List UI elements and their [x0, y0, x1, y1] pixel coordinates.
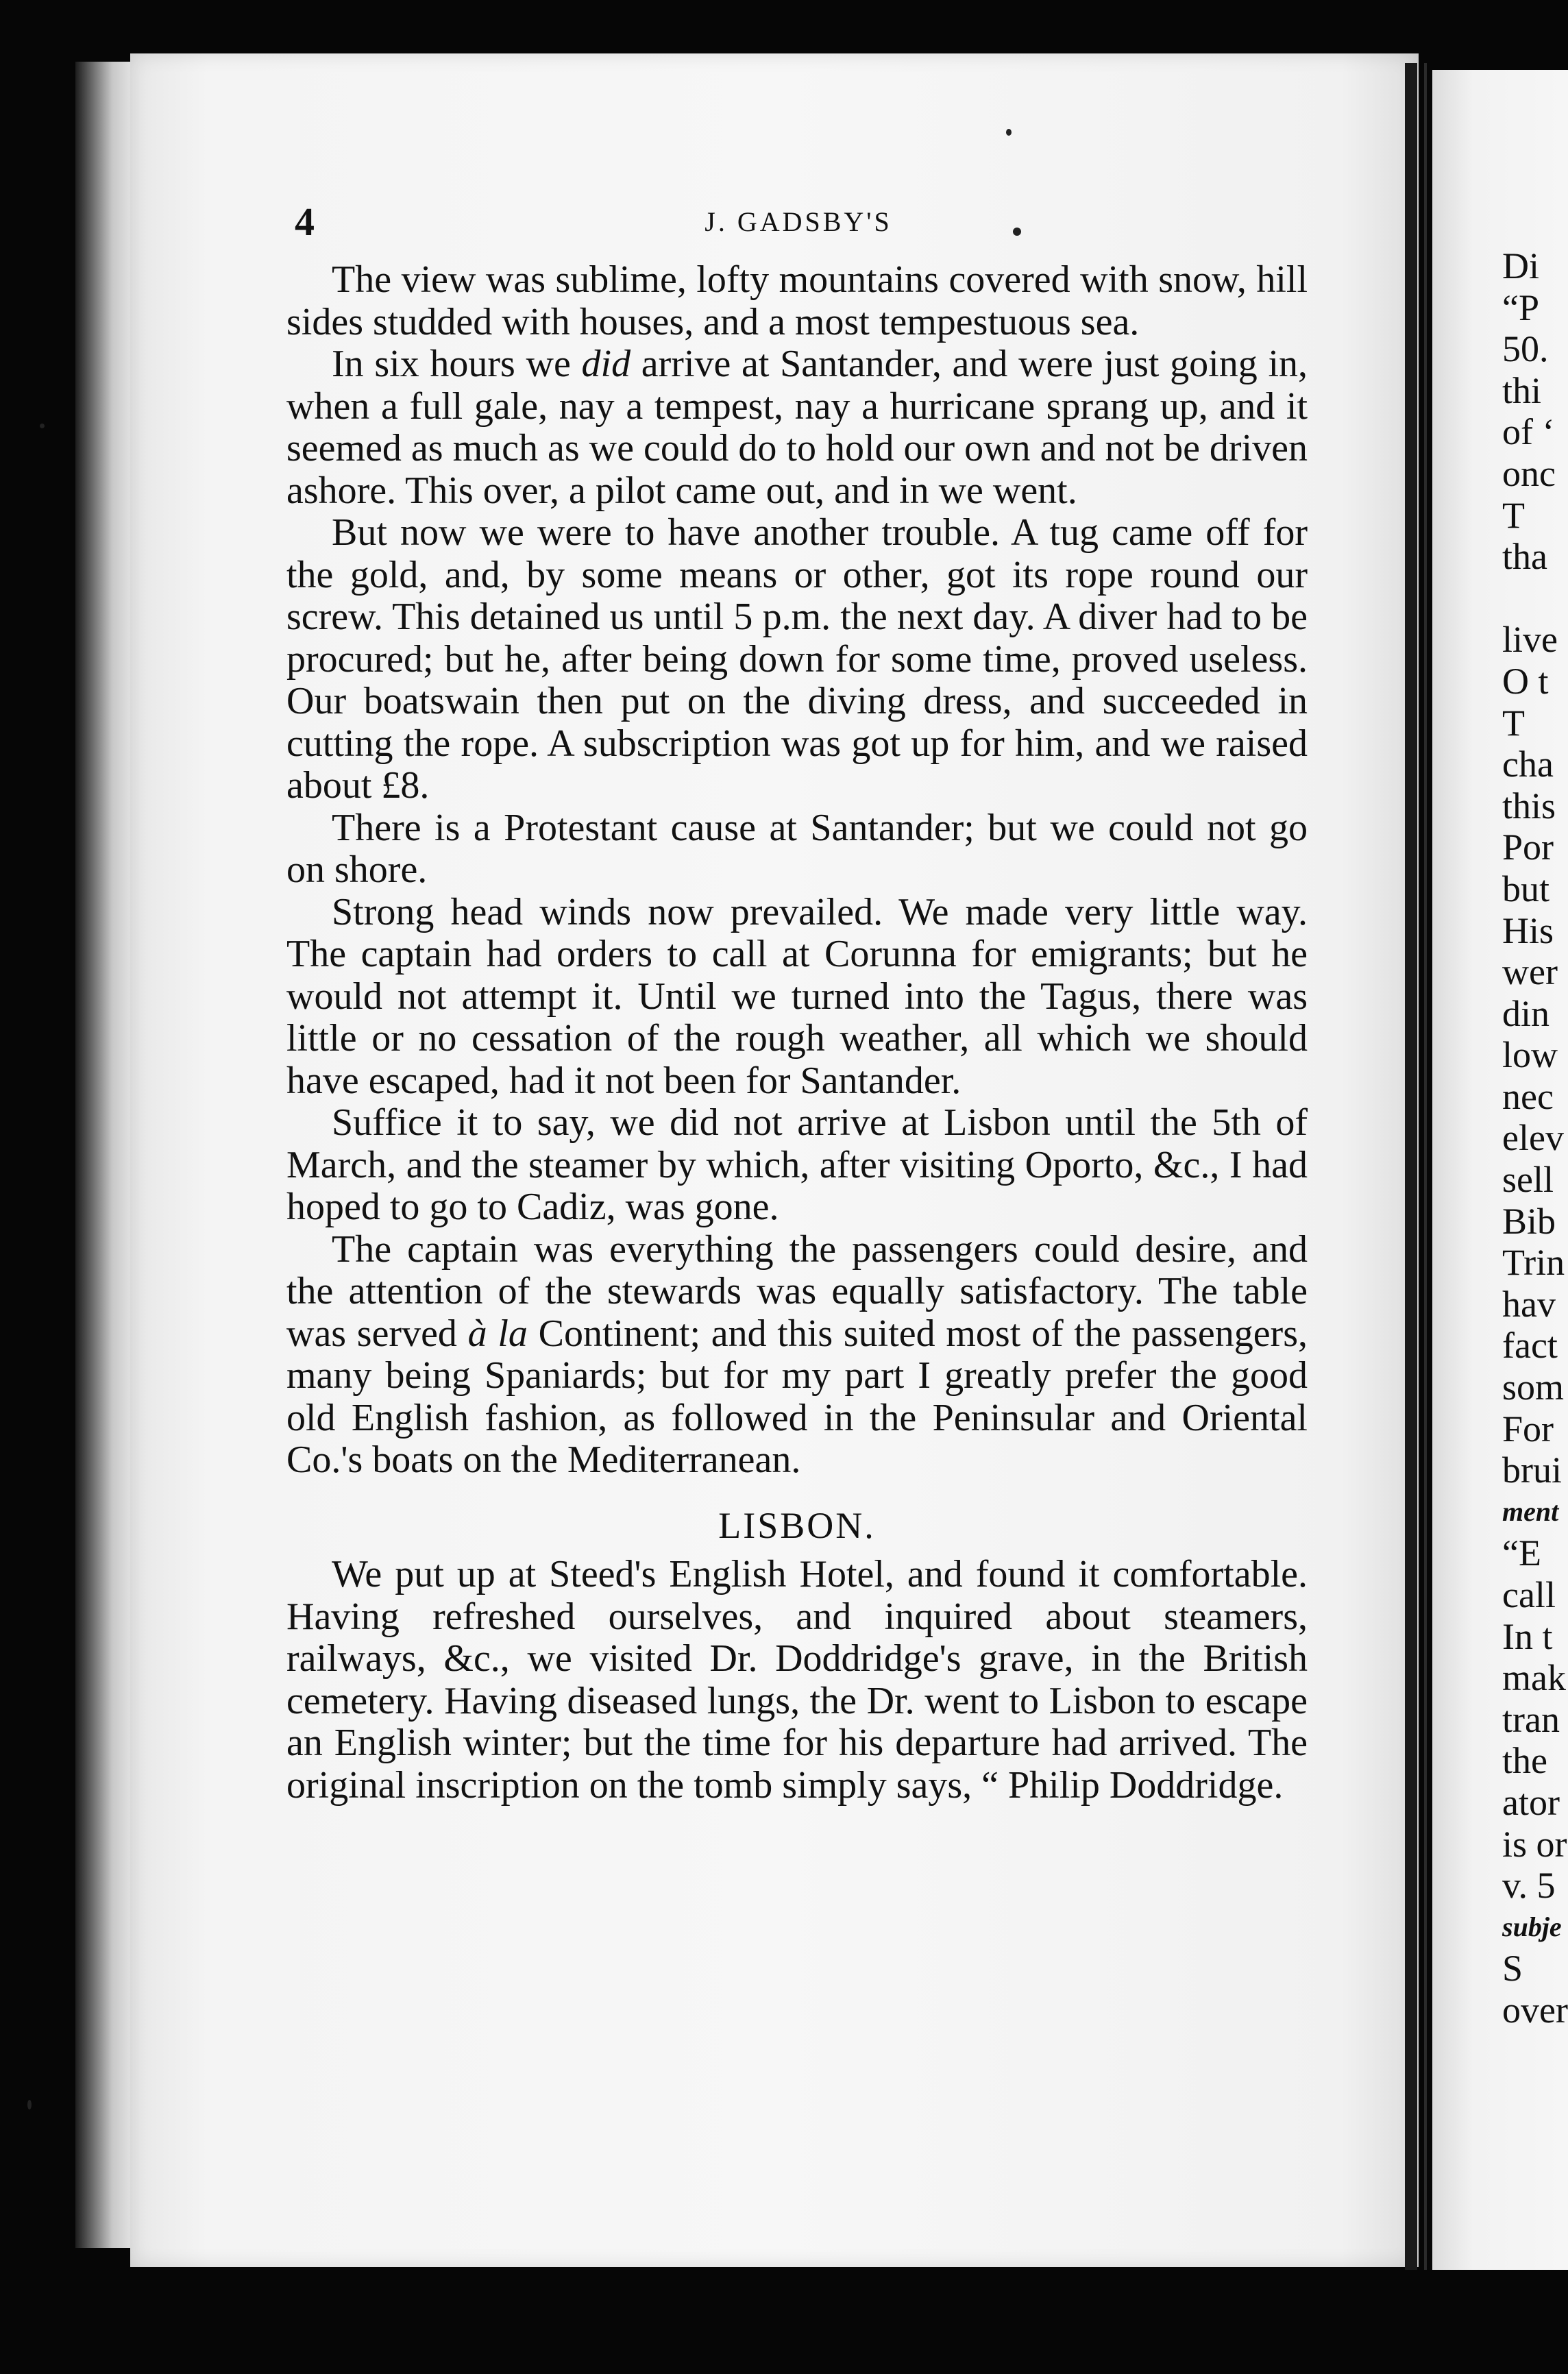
gutter-line: [1424, 63, 1427, 2270]
scan-speck: [1006, 129, 1012, 136]
right-page-line-fragment: som: [1502, 1367, 1565, 1408]
paragraph-view: The view was sublime, lofty mountains covered with snow, hill sides studded with houses, and a most tempestuous sea.: [286, 258, 1308, 343]
running-head: J. GADSBY'S: [705, 206, 892, 237]
right-page-line-fragment: tran: [1502, 1698, 1560, 1740]
right-page-line-fragment: His: [1502, 909, 1554, 951]
paragraph-arrival-lisbon: Suffice it to say, we did not arrive at Lisbon until the 5th of March, and the steamer by which, after visiting Oporto, &c., I had hoped to go to Cadiz, was gone.: [286, 1101, 1308, 1228]
right-page-line-fragment: S: [1502, 1948, 1523, 1990]
right-page-line-fragment: hav: [1502, 1283, 1556, 1325]
right-page-line-fragment: ator: [1502, 1781, 1560, 1823]
right-page-line-fragment: live: [1502, 619, 1558, 661]
right-page-line-fragment: T: [1502, 702, 1525, 744]
paragraph-lisbon-hotel: We put up at Steed's English Hotel, and found it comfortable. Having refreshed ourselves, and inquired about steamers, railways, &c., we visited Dr. Doddridge's grave, in the British cemetery. Having diseased lungs, the Dr. went to Lisbon to escape an English winter; but the time for his departure had arrived. The original inscription on the tomb simply says, “ Philip Doddridge.: [286, 1553, 1308, 1807]
right-page-line-fragment: nec: [1502, 1075, 1554, 1117]
right-page-line-fragment: Trin: [1502, 1242, 1565, 1284]
right-page-line-fragment: onc: [1502, 452, 1556, 494]
paragraph-captain: [286, 1229, 1308, 1482]
right-page-line-fragment: sell: [1502, 1159, 1554, 1201]
paragraph-head-winds: Strong head winds now prevailed. We made very little way. The captain had orders to call at Corunna for emigrants; but he would not attempt it. Until we turned into the Tagus, there was little or no cessation of the rough weather, all which we should have escaped, had it not been for Santander.: [286, 890, 1308, 1102]
right-page-line-fragment: elev: [1502, 1117, 1564, 1159]
right-page-line-fragment: cha: [1502, 744, 1554, 785]
text-run: In six hours we: [332, 343, 582, 385]
page-body: [286, 259, 1308, 1807]
paragraph-protestant-cause: There is a Protestant cause at Santander; but we could not go on shore.: [286, 806, 1308, 891]
italic-emphasis: did: [581, 343, 631, 385]
right-page-line-fragment: Di: [1502, 245, 1539, 286]
right-page-line-fragment: is or: [1502, 1823, 1567, 1865]
page-header: [295, 199, 1302, 247]
paragraph-tug-trouble: But now we were to have another trouble. A tug came off for the gold, and, by some means or other, got its rope round our screw. This detained us until 5 p.m. the next day. A diver had to be procured; but he, after being down for some time, proved useless. Our boatswain then put on the diving dress, and succeeded in cutting the rope. A subscription was got up for him, and we raised about £8.: [286, 511, 1308, 807]
book-gutter: [1405, 63, 1417, 2270]
right-page-line-fragment: For: [1502, 1408, 1554, 1449]
right-page-line-fragment: O t: [1502, 660, 1549, 702]
right-page-line-fragment: In t: [1502, 1615, 1553, 1657]
right-page-line-fragment: but: [1502, 868, 1550, 909]
right-page-text-fragments: [1502, 245, 1568, 2031]
right-page-line-fragment: this: [1502, 785, 1556, 827]
text-run: arrive at Santander, and were just going in, when a full gale, nay a tempest, nay a hurricane sprang up, and it seemed as much as we could do to hold our own and not be driven ashore. This over, a pilot came out, and in we went.: [286, 343, 1308, 512]
italic-emphasis: à la: [467, 1312, 528, 1355]
scan-speck: [40, 424, 45, 428]
right-page-line-fragment: din: [1502, 992, 1550, 1034]
right-page-line-fragment: low: [1502, 1034, 1558, 1076]
right-page-line-fragment: fact: [1502, 1325, 1558, 1367]
right-page-line-fragment: wer: [1502, 951, 1558, 993]
right-page-line-fragment: 50.: [1502, 328, 1549, 370]
right-page-line-fragment: Por: [1502, 827, 1554, 868]
right-page-line-fragment: the: [1502, 1740, 1547, 1782]
text-run: Continent; and this suited most of the passengers, many being Spaniards; but for my part I greatly prefer the good old English fashion, as followed in the Peninsular and Oriental Co.'s boats on the Mediterranean.: [286, 1312, 1308, 1481]
right-page-line-fragment: tha: [1502, 536, 1547, 578]
section-heading-lisbon: LISBON.: [718, 1504, 876, 1546]
text-run: The captain was everything the passengers could desire, and the attention of the stewards was equally satisfactory. The table was served: [286, 1227, 1308, 1355]
right-page-line-fragment: over: [1502, 1989, 1568, 2031]
right-page-line-fragment: [1502, 578, 1568, 620]
right-page-line-fragment: “E: [1502, 1532, 1541, 1574]
right-page-line-fragment: mak: [1502, 1657, 1566, 1699]
scan-speck: [1013, 228, 1021, 236]
page-number: 4: [295, 199, 315, 244]
right-page-line-fragment: subje: [1502, 1911, 1562, 1942]
right-page-line-fragment: v. 5: [1502, 1865, 1556, 1907]
scan-speck: [27, 2100, 32, 2109]
right-page-line-fragment: T: [1502, 494, 1525, 536]
page-edge-shadow: [75, 62, 137, 2248]
right-page-line-fragment: ment: [1502, 1495, 1559, 1527]
right-page-line-fragment: of ‘: [1502, 411, 1555, 453]
right-page-line-fragment: brui: [1502, 1449, 1562, 1491]
right-page-line-fragment: Bib: [1502, 1200, 1556, 1242]
right-page-line-fragment: call: [1502, 1574, 1556, 1615]
right-page-line-fragment: thi: [1502, 369, 1542, 411]
right-page-line-fragment: “P: [1502, 286, 1539, 328]
paragraph-santander-arrival: [286, 343, 1308, 512]
